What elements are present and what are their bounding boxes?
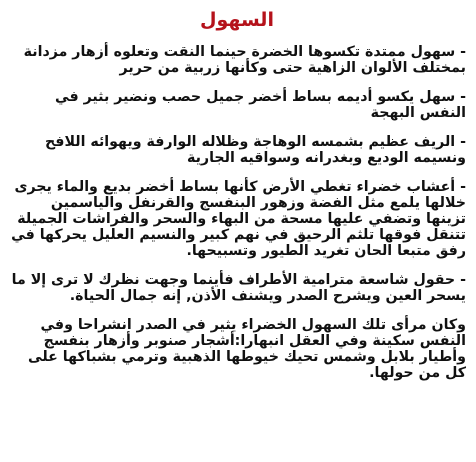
paragraph-6-text: وكان مرأى تلك السهول الخضراء يثير في الصدر انشراحا وفي النفس سكينة وفي العقل انبهارا:أشجار صنوبر وأزهار بنفسج وأطيار بلابل وشمس تحيك خيوطها الذهبية وترمي بشباكها على كل من حولها.	[28, 317, 466, 381]
paragraph-2-text: - سهل يكسو أديمه بساط أخضر جميل حصب ونضير بثير في النفس البهجة	[54, 89, 466, 121]
paragraph-1-text: - سهول ممتدة تكسوها الخضرة حينما النقت وتعلوه أزهار مزدانة بمختلف الألوان الزاهية حتى وكأنها زربية من حرير	[23, 44, 466, 76]
paragraph-6	[8, 317, 466, 381]
document-title: السهول	[200, 9, 274, 31]
paragraph-4	[8, 179, 466, 259]
paragraph-5-text: - حقول شاسعة مترامية الأطراف فأينما وجهت نظرك لا ترى إلا ما يسحر العين ويشرح الصدر ويشنف الأذن, إنه جمال الحياة.	[11, 272, 466, 304]
paragraph-4-text: - أعشاب خضراء تغطي الأرض كأنها بساط أخضر بديع والماء يجرى خلالها يلمع مثل الفضة وزهور البنفسج والقرنفل والياسمين تزينها وتضفي عليها مسحة من البهاء والسحر والفراشات الجميلة تتنقل فوقها تلثم الرحيق في نهم كبير والنسيم العليل يحركها في رفق متبعا الحان تغريد الطيور وتسبيحها.	[11, 179, 466, 259]
paragraph-2	[8, 89, 466, 121]
paragraph-1	[8, 44, 466, 76]
paragraph-5	[8, 272, 466, 304]
paragraph-3	[8, 134, 466, 166]
paragraph-3-text: - الريف عظيم بشمسه الوهاجة وظلاله الوارفة ويهوائه اللافح ونسيمه الوديع وبغدرانه وسواقيه الجارية	[44, 134, 466, 166]
